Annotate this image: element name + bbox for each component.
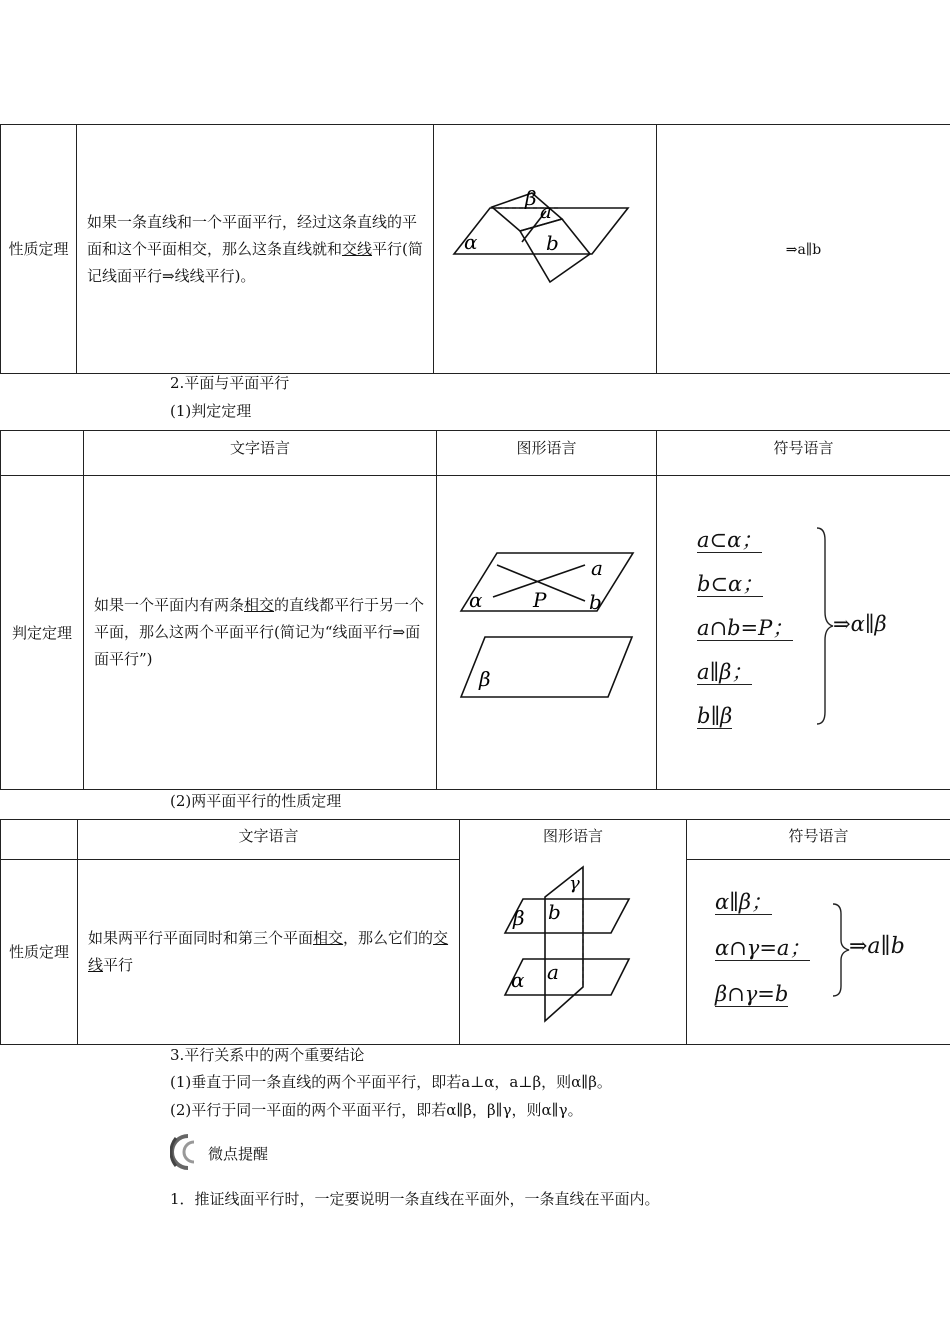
condition-2: α∩γ=a；	[715, 936, 811, 960]
condition-4: a∥β；	[697, 660, 753, 684]
a-label: a	[547, 959, 559, 984]
text-language-cell: 如果一个平面内有两条相交的直线都平行于另一个平面，那么这两个平面平行(简记为“线面平行⇒面面平行”)	[84, 476, 437, 790]
b-label: b	[588, 589, 602, 614]
section-3-heading: 3.平行关系中的两个重要结论	[170, 1046, 365, 1064]
underlined-term-2: 交线	[88, 929, 449, 974]
header-symbol: 符号语言	[657, 431, 950, 476]
condition-3: a∩b=P；	[697, 616, 794, 640]
symbol-group	[687, 860, 950, 1044]
alpha-label: α	[468, 587, 483, 612]
line-plane-parallel-figure	[450, 187, 640, 307]
section-2-sub2: (2)两平面平行的性质定理	[170, 792, 342, 810]
condition-2: b⊂α；	[697, 572, 764, 596]
b-label: b	[548, 899, 561, 924]
symbol-cell	[687, 860, 950, 1045]
theorem-table-2	[0, 430, 950, 790]
right-brace	[815, 526, 835, 726]
row-label: 判定定理	[1, 476, 84, 790]
beta-label: β	[525, 187, 537, 210]
alpha-label: α	[511, 967, 525, 992]
sound-wave-icon	[170, 1132, 204, 1172]
symbol-cell	[657, 476, 950, 790]
section-3-item-1: (1)垂直于同一条直线的两个平面平行，即若a⊥α，a⊥β，则α∥β。	[170, 1073, 612, 1091]
theorem-table-3	[0, 819, 950, 1045]
plane-plane-parallel-figure	[457, 551, 637, 711]
theorem-table-1	[0, 124, 950, 374]
symbol-group	[657, 476, 950, 789]
tip-item-1: 1．推证线面平行时，一定要说明一条直线在平面外，一条直线在平面内。	[170, 1190, 660, 1208]
header-blank	[1, 431, 84, 476]
tip-title: 微点提醒	[208, 1145, 269, 1163]
condition-1: a⊂α；	[697, 528, 763, 552]
p-label: P	[532, 587, 546, 612]
conclusion: ⇒α∥β	[833, 612, 887, 636]
underlined-term: 交线	[342, 239, 373, 258]
alpha-label: α	[464, 230, 478, 254]
right-brace	[831, 902, 851, 998]
figure-cell	[460, 860, 687, 1045]
section-2-heading: 2.平面与平面平行	[170, 374, 290, 392]
header-text: 文字语言	[78, 820, 460, 860]
text-language-cell: 如果一条直线和一个平面平行，经过这条直线的平面和这个平面相交，那么这条直线就和交线平行(简记线面平行⇒线线平行)。	[77, 125, 434, 374]
underlined-term: 相交	[244, 596, 275, 614]
b-label: b	[546, 231, 559, 255]
figure-cell	[437, 476, 657, 790]
parallel-planes-intersect-figure	[503, 865, 643, 1035]
figure-cell	[434, 125, 657, 374]
section-2-sub1: (1)判定定理	[170, 402, 252, 420]
a-label: a	[590, 555, 603, 580]
beta-label: β	[513, 905, 525, 930]
row-label: 性质定理	[1, 125, 77, 374]
condition-1: α∥β；	[715, 890, 773, 914]
symbol-cell	[657, 125, 950, 374]
row-label: 性质定理	[1, 860, 78, 1045]
conclusion: ⇒a∥b	[849, 934, 905, 959]
beta-label: β	[478, 666, 491, 691]
header-blank	[1, 820, 78, 860]
underlined-term-1: 相交	[313, 929, 344, 947]
symbol-text: ⇒a∥b	[785, 242, 822, 258]
condition-3: β∩γ=b	[715, 982, 789, 1006]
a-label: a	[540, 199, 552, 223]
header-figure: 图形语言	[460, 820, 687, 860]
text-language-cell: 如果两平行平面同时和第三个平面相交，那么它们的交线平行	[78, 860, 460, 1045]
gamma-label: γ	[569, 872, 580, 894]
header-text: 文字语言	[84, 431, 437, 476]
header-symbol: 符号语言	[687, 820, 950, 860]
section-3-item-2: (2)平行于同一平面的两个平面平行，即若α∥β，β∥γ，则α∥γ。	[170, 1101, 583, 1119]
condition-5: b∥β	[697, 704, 733, 728]
header-figure: 图形语言	[437, 431, 657, 476]
